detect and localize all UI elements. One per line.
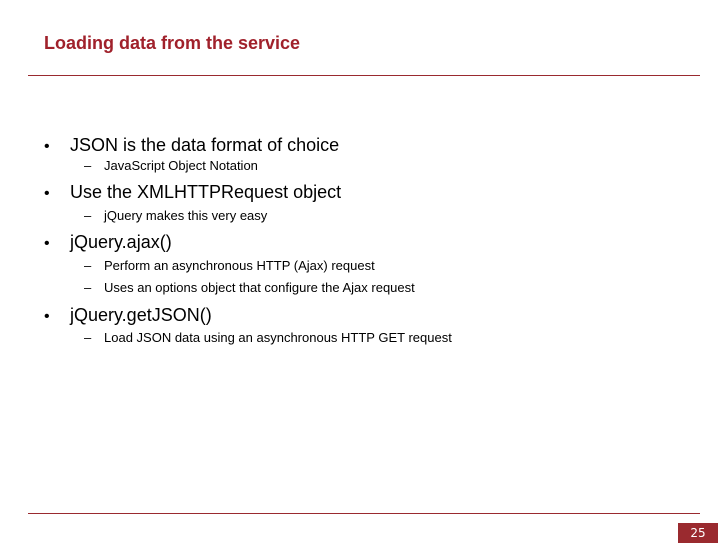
bullet-text: Use the XMLHTTPRequest object	[70, 182, 342, 202]
sub-bullet-marker: –	[84, 258, 92, 273]
bullet-marker: •	[44, 185, 50, 202]
sub-bullet-text: Perform an asynchronous HTTP (Ajax) request	[104, 258, 375, 273]
sub-bullet-text: jQuery makes this very easy	[104, 208, 268, 223]
slide-title: Loading data from the service	[44, 33, 301, 53]
bullet-item	[44, 305, 212, 327]
sub-bullet-text: Uses an options object that configure the Ajax request	[104, 280, 415, 295]
sub-bullet-marker: –	[84, 208, 92, 223]
bullet-item	[44, 135, 339, 157]
bullet-item	[44, 232, 172, 254]
sub-bullet-text: Load JSON data using an asynchronous HTTP GET request	[104, 330, 452, 345]
bullet-text: JSON is the data format of choice	[70, 135, 340, 155]
sub-bullet-item	[84, 208, 267, 224]
sub-bullet-marker: –	[84, 158, 92, 173]
sub-bullet-item	[84, 158, 258, 174]
sub-bullet-item	[84, 330, 452, 346]
sub-bullet-marker: –	[84, 330, 92, 345]
sub-bullet-item	[84, 280, 415, 296]
bullet-marker: •	[44, 308, 50, 325]
bullet-marker: •	[44, 138, 50, 155]
sub-bullet-marker: –	[84, 280, 92, 295]
bullet-marker: •	[44, 235, 50, 252]
bullet-text: jQuery.getJSON()	[70, 305, 212, 325]
bullet-item	[44, 182, 341, 204]
sub-bullet-text: JavaScript Object Notation	[104, 158, 258, 173]
sub-bullet-item	[84, 258, 375, 274]
bullet-text: jQuery.ajax()	[70, 232, 172, 252]
footer-divider	[28, 513, 700, 514]
page-number-badge: 25	[678, 523, 718, 543]
